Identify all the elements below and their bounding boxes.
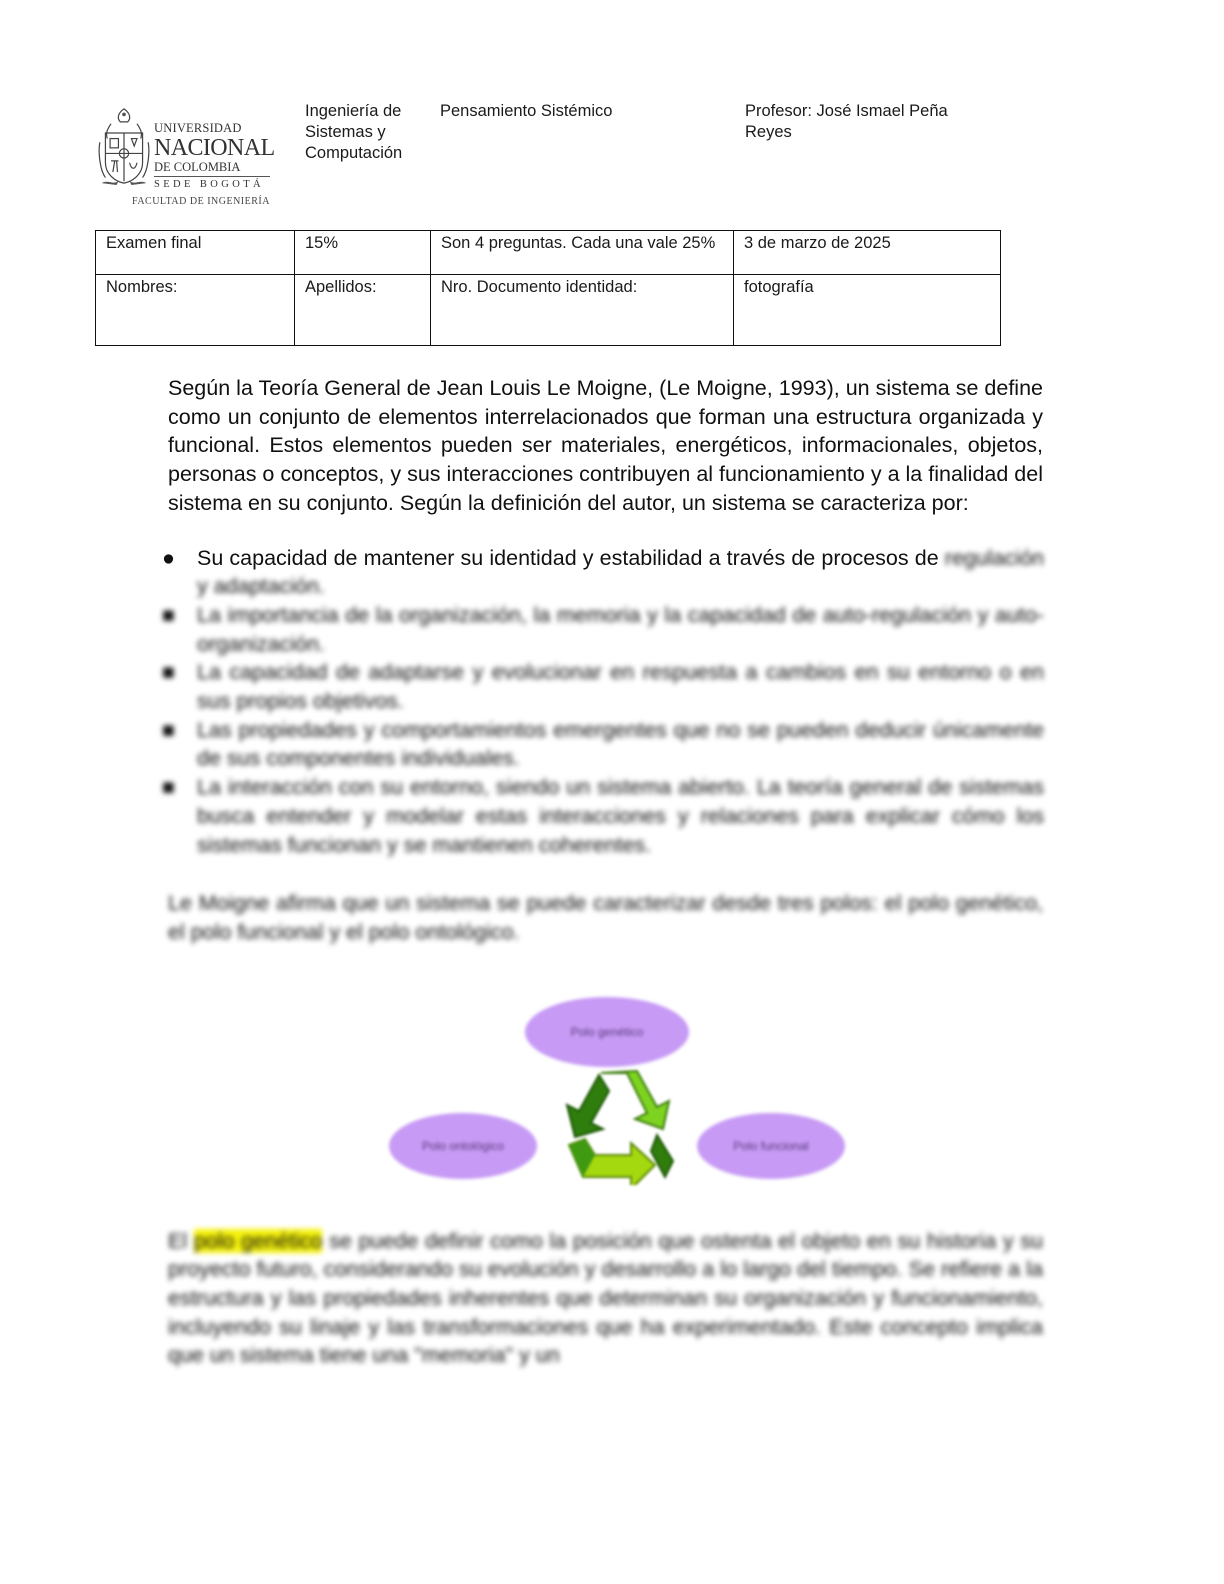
list-item-text: La interacción con su entorno, siendo un sistema abierto. La teoría general de sistemas busca entender y modelar estas interacciones y relaciones para explicar cómo los sistemas funcionan y se mantienen coherentes. bbox=[197, 775, 1044, 857]
list-item bbox=[160, 658, 1044, 715]
university-logo bbox=[98, 102, 288, 207]
exam-questions-cell: Son 4 preguntas. Cada una vale 25% bbox=[431, 231, 734, 275]
list-item-text: La importancia de la organización, la memoria y la capacidad de auto-regulación y auto-organización. bbox=[197, 602, 1044, 656]
logo-campus: SEDE BOGOTÁ bbox=[154, 179, 265, 191]
characteristics-list bbox=[160, 544, 1044, 860]
paragraph-text: se puede definir como la posición que ostenta el objeto en su historia y su proyecto futuro, considerando su evolución y desarrollo a lo largo del tiempo. Se refiere a la estructura y las propiedades inherentes que determinan su organización y funcionamiento, incluyendo su linaje y las transformaciones que ha experimentado. Este concepto implica que un sistema tiene una "memoria" y un bbox=[168, 1228, 1043, 1368]
course-name: Pensamiento Sistémico bbox=[440, 102, 613, 120]
list-item bbox=[160, 716, 1044, 773]
list-item bbox=[160, 773, 1044, 859]
photo-field[interactable]: fotografía bbox=[734, 275, 1001, 346]
logo-faculty: FACULTAD DE INGENIERÍA bbox=[132, 196, 270, 207]
logo-line-colombia: DE COLOMBIA bbox=[154, 161, 270, 177]
bullet-icon: ● bbox=[162, 545, 175, 570]
list-item-text: La capacidad de adaptarse y evolucionar en respuesta a cambios en su entorno o en sus propios objetivos. bbox=[197, 660, 1044, 714]
names-field[interactable]: Nombres: bbox=[96, 275, 295, 346]
surnames-field[interactable]: Apellidos: bbox=[295, 275, 431, 346]
ontological-pole-node bbox=[389, 1113, 537, 1179]
exam-date-cell: 3 de marzo de 2025 bbox=[734, 231, 1001, 275]
logo-line-universidad: UNIVERSIDAD bbox=[154, 121, 242, 135]
exam-type-cell: Examen final bbox=[96, 231, 295, 275]
list-item bbox=[160, 544, 1044, 601]
professor-name: Profesor: José Ismael Peña Reyes bbox=[745, 102, 948, 141]
node-label: Polo ontológico bbox=[421, 1138, 505, 1153]
exam-body bbox=[160, 374, 1044, 1370]
genetic-pole-node bbox=[525, 997, 689, 1067]
id-document-field[interactable]: Nro. Documento identidad: bbox=[431, 275, 734, 346]
logo-line-nacional: NACIONAL bbox=[154, 135, 275, 162]
recycle-cycle-icon bbox=[539, 1065, 689, 1185]
table-row bbox=[96, 231, 1001, 275]
paragraph-text: El bbox=[168, 1228, 194, 1253]
exam-info-table bbox=[95, 230, 1001, 346]
node-label: Polo funcional bbox=[733, 1138, 809, 1153]
university-crest-icon bbox=[98, 102, 150, 190]
table-row bbox=[96, 275, 1001, 346]
list-item-visible-text: Su capacidad de mantener su identidad y estabilidad a través de procesos de bbox=[197, 545, 939, 570]
list-item-text: Las propiedades y comportamientos emergentes que no se pueden deducir únicamente de sus componentes individuales. bbox=[197, 717, 1044, 771]
highlighted-term: polo genético bbox=[193, 1228, 323, 1253]
node-label: Polo genético bbox=[570, 1024, 644, 1039]
intro-paragraph: Según la Teoría General de Jean Louis Le Moigne, (Le Moigne, 1993), un sistema se define como un conjunto de elementos interrelacionados que forman una estructura organizada y funcional. Estos elementos pueden ser materiales, energéticos, informacionales, objetos, personas o conceptos, y sus interacciones contribuyen al funcionamiento y a la finalidad del sistema en su conjunto. Según la definición del autor, un sistema se caracteriza por: bbox=[168, 376, 1043, 515]
functional-pole-node bbox=[697, 1113, 845, 1179]
bullet-icon: ■ bbox=[162, 602, 175, 627]
genetic-pole-paragraph bbox=[160, 1227, 1043, 1371]
list-item bbox=[160, 601, 1044, 658]
three-poles-diagram bbox=[385, 987, 845, 1187]
bullet-icon: ■ bbox=[162, 717, 175, 742]
bullet-icon: ■ bbox=[162, 775, 175, 800]
university-wordmark bbox=[154, 122, 284, 190]
exam-weight-cell: 15% bbox=[295, 231, 431, 275]
bullet-icon: ■ bbox=[162, 660, 175, 685]
poles-paragraph: Le Moigne afirma que un sistema se puede caracterizar desde tres polos: el polo genético, el polo funcional y el polo ontológico. bbox=[168, 891, 1043, 944]
list-item-blurred-text: regulación y adaptación. bbox=[197, 545, 1045, 599]
department-name: Ingeniería de Sistemas y Computación bbox=[305, 102, 403, 162]
